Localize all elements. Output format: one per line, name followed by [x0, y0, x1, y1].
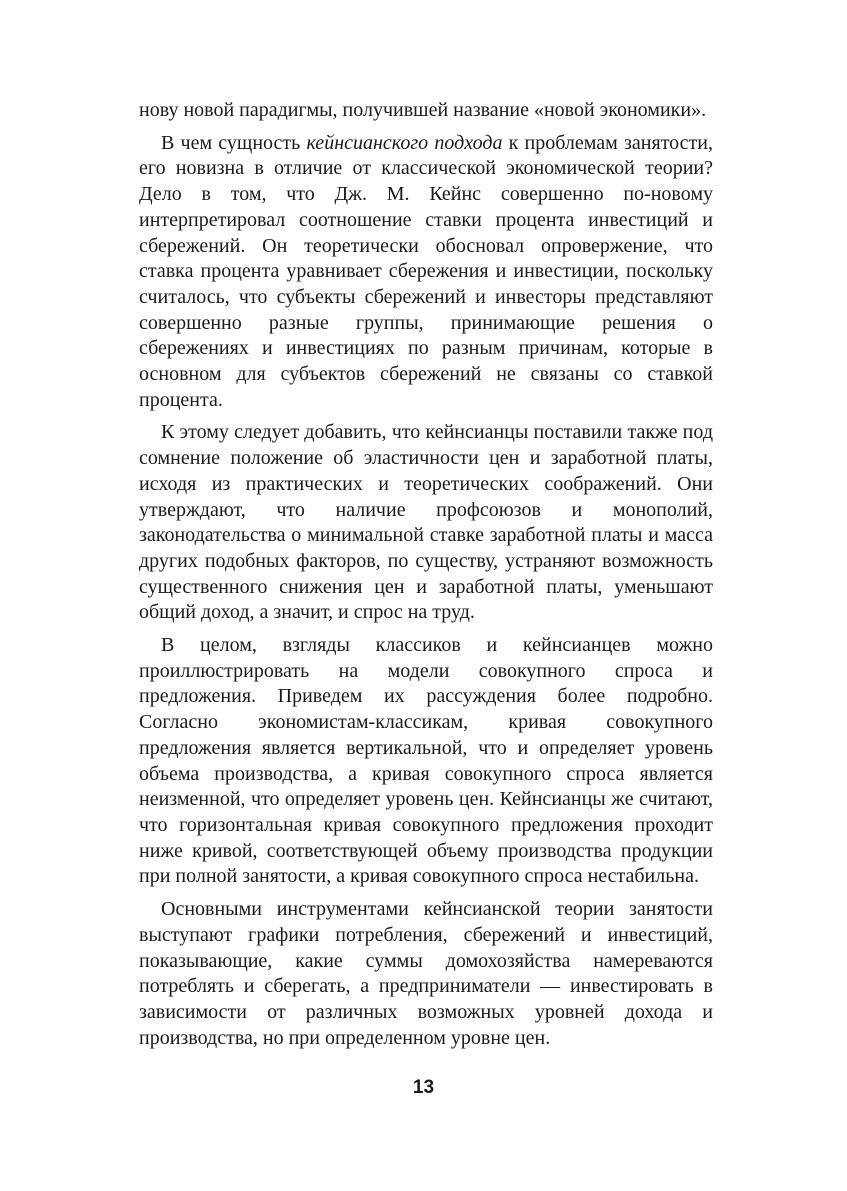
page-number: 13: [412, 1077, 435, 1098]
paragraph-3: [139, 420, 713, 626]
paragraph-3-text: К этому следует добавить, что кейнсианцы поставили также под сомнение положение об эластичности цен и заработной платы, исходя из практических и теоретических соображений. Они утверждают, что наличие профсоюзов и монополий, законодательства о минимальной ставке заработной платы и масса других подобных факторов, по существу, устраняют возможность существенного снижения цен и заработной платы, уменьшают общий доход, а значит, и спрос на труд.: [139, 421, 713, 624]
paragraph-2-text-start: В чем сущность: [161, 131, 307, 154]
paragraph-5-text: Основными инструментами кейнсианской теории занятости выступают графики потребления, сбережений и инвестиций, показывающие, какие суммы домохозяйства намереваются потреблять и сберегать, а предприниматели — инвестировать в зависимости от различных возможных уровней дохода и производства, но при определенном уровне цен.: [139, 898, 713, 1049]
page-body: [139, 98, 713, 1051]
paragraph-5: [139, 897, 713, 1051]
paragraph-2: [139, 131, 713, 414]
paragraph-2-text-end: к проблемам занятости, его новизна в отличие от классической экономической теории? Дело в том, что Дж. М. Кейнс совершенно по-новому интерпретировал соотношение ставки процента инвестиций и сбережений. Он теоретически обосновал опровержение, что ставка процента уравнивает сбережения и инвестиции, поскольку считалось, что субъекты сбережений и инвесторы представляют совершенно разные группы, принимающие решения о сбережениях и инвестициях по разным причинам, которые в основном для субъектов сбережений не связаны со ставкой процента.: [139, 131, 713, 411]
paragraph-1-text: нову новой парадигмы, получившей название «новой экономики».: [139, 99, 707, 121]
paragraph-4-text: В целом, взгляды классиков и кейнсианцев можно проиллюстрировать на модели совокупного спроса и предложения. Приведем их рассуждения более подробно. Согласно экономистам-классикам, кривая совокупного предложения является вертикальной, что и определяет уровень объема производства, а кривая совокупного спроса является неизменной, что определяет уровень цен. Кейнсианцы же считают, что горизонтальная кривая совокупного предложения проходит ниже кривой, соответствующей объему производства продукции при полной занятости, а кривая совокупного спроса нестабильна.: [139, 634, 713, 888]
paragraph-4: [139, 633, 713, 890]
paragraph-1: [139, 98, 713, 124]
paragraph-2-italic-term: кейнсианского подхода: [306, 131, 503, 154]
